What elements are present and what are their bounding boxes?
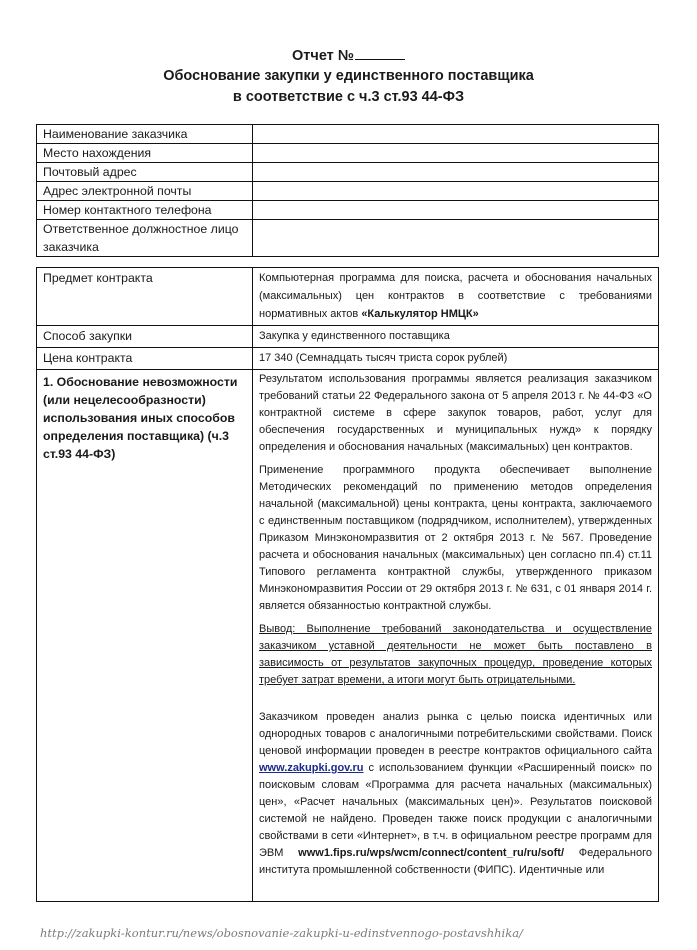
justification-paragraph-4 [259, 709, 652, 879]
table-row [37, 125, 659, 144]
table-row [37, 163, 659, 182]
phone-value[interactable] [253, 201, 659, 220]
procurement-method-value: Закупка у единственного поставщика [253, 326, 659, 348]
paragraph-text: с использованием функции «Расширенный поиск» по поисковым словам «Программа для расчета начальных (максимальных) цен», «Расчет начальных (максимальных цен)». Результатов поисковой системой не найдено. Проведен также поиск продукции с аналогичными свойствами в сети «Интернет», в т.ч. в официальном реестре программ для ЭВМ [259, 762, 652, 859]
paragraph-text: Федерального института промышленной собственности (ФИПС). Идентичные или [259, 847, 653, 876]
email-label: Адрес электронной почты [37, 182, 253, 201]
document-subtitle: в соответствие с ч.3 ст.93 44-ФЗ [232, 89, 465, 105]
justification-paragraph-2: Применение программного продукта обеспечивает выполнение Методических рекомендаций по применению методов определения начальной (максимальной) цены контракта, цены контракта, заключаемого с единственным поставщиком (подрядчиком, исполнителем), утвержденных Приказом Минэкономразвития от 2 октября 2013 г. № 567. Проведение расчета и обоснования начальных (максимальных) цен согласно пп.4) ст.11 Типового регламента контрактной службы, утвержденного приказом Минэкономразвития России от 29 октября 2013 г. № 631, с 01 января 2014 г. является обязанностью контрактной службы. [259, 464, 652, 612]
table-row [37, 220, 659, 257]
phone-label: Номер контактного телефона [37, 201, 253, 220]
report-number-heading [0, 46, 697, 66]
zakupki-link[interactable]: www.zakupki.gov.ru [259, 762, 364, 774]
source-url-caption: http://zakupki-kontur.ru/news/obosnovanie-zakupki-u-edinstvennogo-postavshhika/ [40, 926, 523, 940]
contract-subject-value [253, 268, 659, 326]
report-number-blank [355, 46, 405, 60]
justification-value [253, 370, 659, 902]
table-row [37, 144, 659, 163]
paragraph-text: Заказчиком проведен анализ рынка с целью поиска идентичных или однородных товаров с аналогичными потребительскими свойствами. Поиск ценовой информации проведен в реестре контрактов официального сайта [259, 711, 652, 757]
customer-info-table [36, 124, 659, 257]
email-value[interactable] [253, 182, 659, 201]
contract-price-value: 17 340 (Семнадцать тысяч триста сорок рублей) [253, 348, 659, 370]
location-label: Место нахождения [37, 144, 253, 163]
fips-url: www1.fips.ru/wps/wcm/connect/content_ru/ru/soft/ [298, 847, 565, 859]
responsible-person-label: Ответственное должностное лицо заказчика [37, 220, 253, 257]
table-row [37, 370, 659, 902]
procurement-method-label: Способ закупки [37, 326, 253, 348]
contract-price-label: Цена контракта [37, 348, 253, 370]
table-row [37, 268, 659, 326]
table-row [37, 182, 659, 201]
customer-name-value[interactable] [253, 125, 659, 144]
product-name: «Калькулятор НМЦК» [361, 308, 479, 320]
report-label: Отчет № [292, 48, 354, 64]
table-row [37, 326, 659, 348]
location-value[interactable] [253, 144, 659, 163]
justification-label: 1. Обоснование невозможности (или нецелесообразности) использования иных способов определения поставщика) (ч.3 ст.93 44-ФЗ) [37, 370, 253, 902]
postal-address-label: Почтовый адрес [37, 163, 253, 182]
table-row [37, 348, 659, 370]
justification-conclusion: Вывод: Выполнение требований законодательства и осуществление заказчиком уставной деятельности не может быть поставлено в зависимость от результатов закупочных процедур, проведение которых требует затрат времени, а итоги могут быть отрицательными. [259, 623, 652, 686]
contract-subject-label: Предмет контракта [37, 268, 253, 326]
document-title: Обоснование закупки у единственного поставщика [163, 68, 534, 84]
customer-name-label: Наименование заказчика [37, 125, 253, 144]
postal-address-value[interactable] [253, 163, 659, 182]
responsible-person-value[interactable] [253, 220, 659, 257]
contract-subject-text: Компьютерная программа для поиска, расчета и обоснования начальных (максимальных) цен контрактов в соответствие с требованиями нормативных актов [259, 272, 652, 320]
contract-info-table [36, 267, 659, 902]
justification-paragraph-1: Результатом использования программы является реализация заказчиком требований статьи 22 Федерального закона от 5 апреля 2013 г. № 44-ФЗ «О контрактной системе в сфере закупок товаров, работ, услуг для обеспечения государственных и муниципальных нужд» к порядку определения и обоснования начальных (максимальных) цен контрактов. [259, 373, 652, 453]
table-row [37, 201, 659, 220]
